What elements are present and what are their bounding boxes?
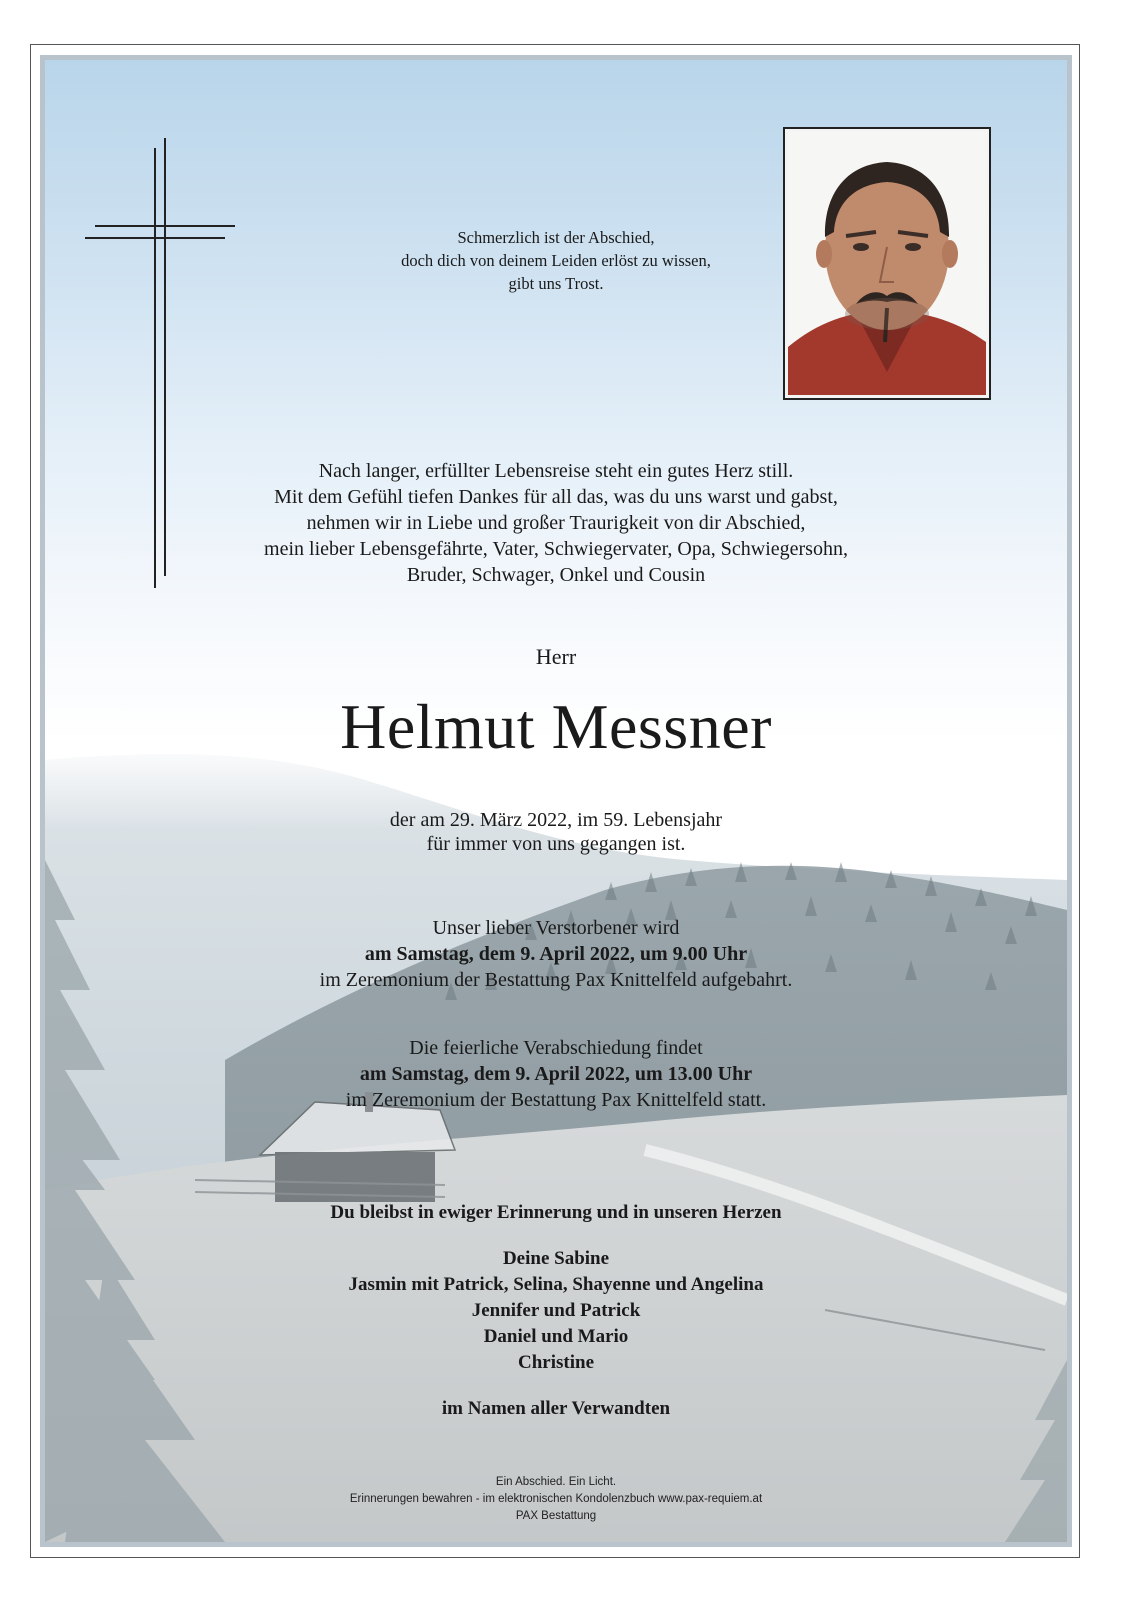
- family-member: Christine: [518, 1352, 594, 1373]
- relatives-text: im Namen aller Verwandten: [441, 1398, 671, 1419]
- family-member: Daniel und Mario: [483, 1326, 629, 1347]
- footer: [45, 1474, 1067, 1525]
- intro-line: mein lieber Lebensgefährte, Vater, Schwiegervater, Opa, Schwiegersohn,: [264, 538, 848, 560]
- quote-line: Schmerzlich ist der Abschied,: [457, 228, 655, 247]
- family-member: Jasmin mit Patrick, Selina, Shayenne und Angelina: [348, 1274, 764, 1295]
- intro-line: Mit dem Gefühl tiefen Dankes für all das, was du uns warst und gabst,: [274, 486, 838, 508]
- viewing-location: im Zeremonium der Bestattung Pax Knittelfeld aufgebahrt.: [319, 969, 793, 991]
- farewell-info: [45, 1035, 1067, 1113]
- death-line: für immer von uns gegangen ist.: [426, 833, 686, 855]
- farewell-date: am Samstag, dem 9. April 2022, um 13.00 Uhr: [359, 1063, 753, 1085]
- viewing-date: am Samstag, dem 9. April 2022, um 9.00 Uhr: [364, 943, 748, 965]
- family-member: Jennifer und Patrick: [471, 1300, 641, 1321]
- quote-line: doch dich von deinem Leiden erlöst zu wissen,: [401, 251, 711, 270]
- family-member: Deine Sabine: [502, 1248, 610, 1269]
- intro-text: [45, 458, 1067, 588]
- quote: [45, 226, 1067, 295]
- farewell-line: Die feierliche Verabschiedung findet: [409, 1037, 703, 1059]
- salutation: Herr: [535, 644, 577, 669]
- memory-text: Du bleibst in ewiger Erinnerung und in unseren Herzen: [330, 1202, 782, 1223]
- death-line: der am 29. März 2022, im 59. Lebensjahr: [389, 809, 723, 831]
- intro-line: Nach langer, erfüllter Lebensreise steht ein gutes Herz still.: [318, 460, 794, 482]
- deceased-name: Helmut Messner: [340, 691, 772, 762]
- viewing-line: Unser lieber Verstorbener wird: [432, 917, 680, 939]
- family-list: [45, 1246, 1067, 1376]
- farewell-location: im Zeremonium der Bestattung Pax Knittelfeld statt.: [345, 1089, 767, 1111]
- death-notice: [45, 808, 1067, 856]
- footer-line: PAX Bestattung: [515, 1510, 597, 1522]
- footer-line: Ein Abschied. Ein Licht.: [495, 1476, 617, 1488]
- viewing-info: [45, 915, 1067, 993]
- intro-line: Bruder, Schwager, Onkel und Cousin: [406, 564, 706, 586]
- quote-line: gibt uns Trost.: [508, 274, 604, 293]
- intro-line: nehmen wir in Liebe und großer Traurigkeit von dir Abschied,: [306, 512, 806, 534]
- footer-line: Erinnerungen bewahren - im elektronischen Kondolenzbuch www.pax-requiem.at: [349, 1493, 763, 1505]
- obituary-card: [40, 55, 1072, 1547]
